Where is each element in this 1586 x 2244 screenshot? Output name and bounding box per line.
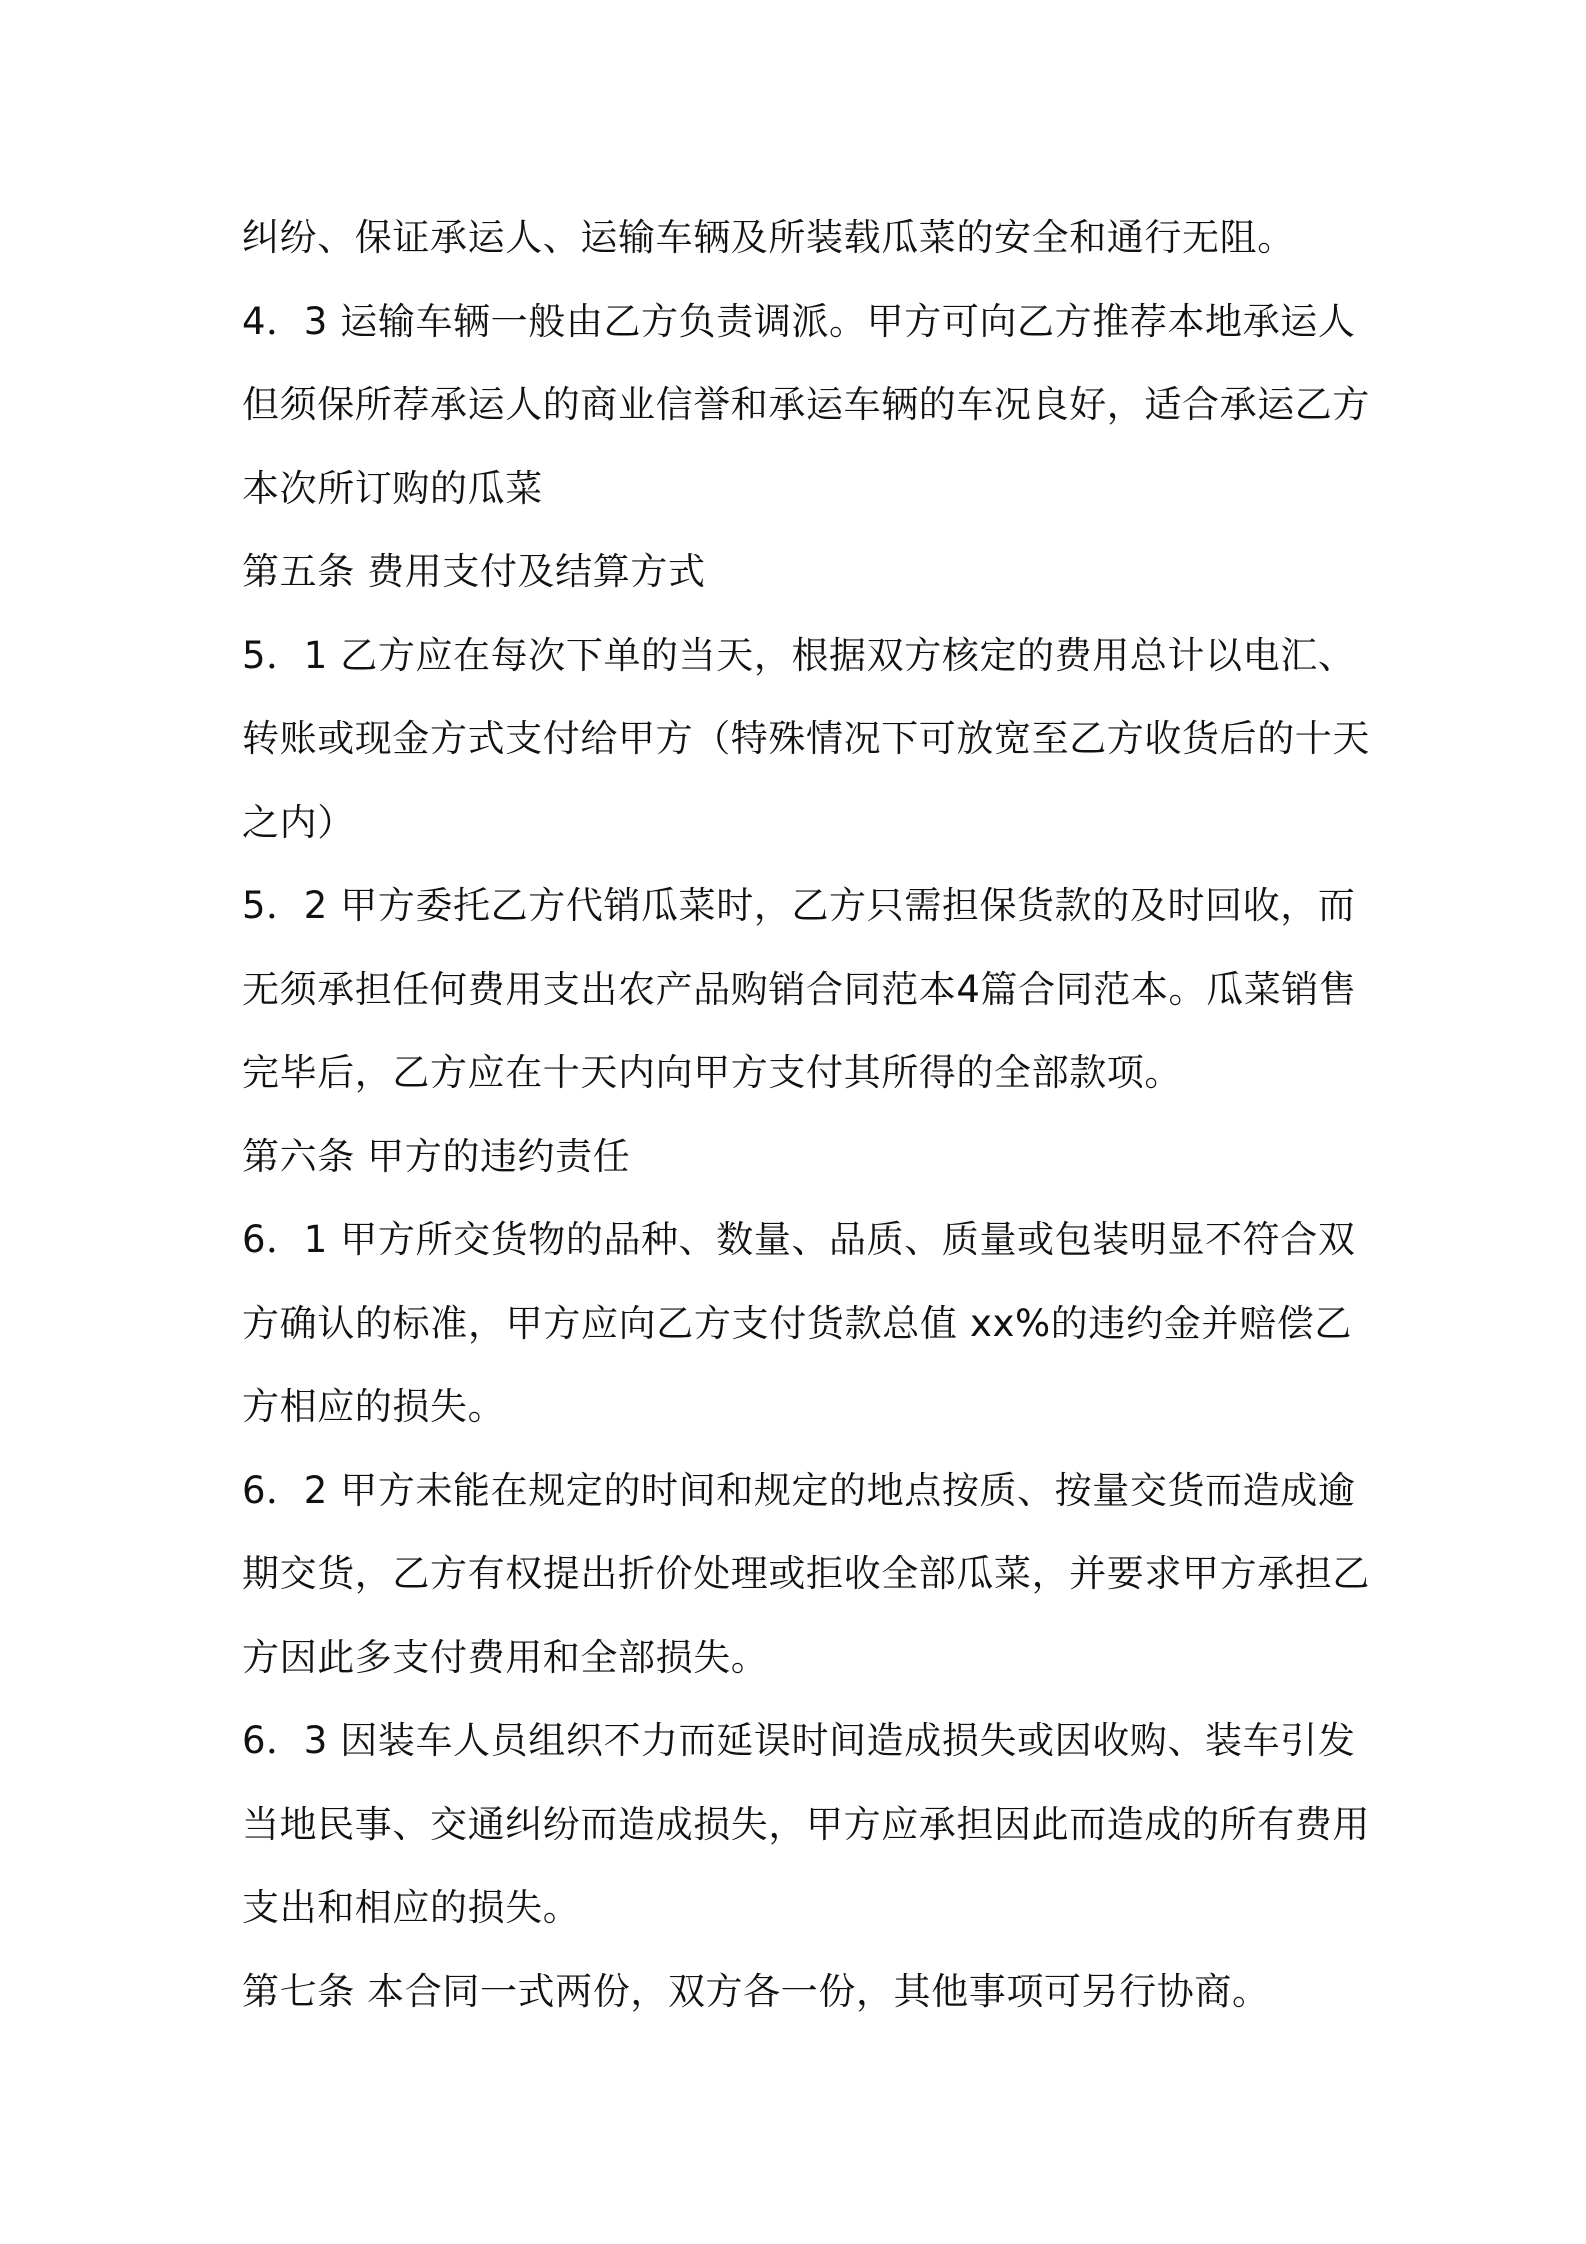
text-line: 支出和相应的损失。 (242, 1886, 581, 1929)
text-line: 方相应的损失。 (242, 1385, 506, 1428)
text-line: 无须承担任何费用支出农产品购销合同范本4篇合同范本。瓜菜销售 (242, 967, 1357, 1011)
text-line: 期交货，乙方有权提出折价处理或拒收全部瓜菜，并要求甲方承担乙 (242, 1552, 1370, 1595)
text-line: 6．1 甲方所交货物的品种、数量、品质、质量或包装明显不符合双 (242, 1218, 1356, 1261)
text-line: 4．3 运输车辆一般由乙方负责调派。甲方可向乙方推荐本地承运人 (242, 299, 1356, 343)
section-heading: 第七条 本合同一式两份，双方各一份，其他事项可另行协商。 (242, 1969, 1270, 2013)
document-body (242, 196, 1370, 2033)
text-line: 本次所订购的瓜菜 (242, 466, 543, 510)
text-line: 完毕后，乙方应在十天内向甲方支付其所得的全部款项。 (242, 1051, 1182, 1094)
text-line: 5．2 甲方委托乙方代销瓜菜时，乙方只需担保货款的及时回收，而 (242, 884, 1356, 927)
text-line: 6．3 因装车人员组织不力而延误时间造成损失或因收购、装车引发 (242, 1719, 1356, 1762)
text-line: 5．1 乙方应在每次下单的当天，根据双方核定的费用总计以电汇、 (242, 633, 1356, 677)
section-heading: 第六条 甲方的违约责任 (242, 1134, 631, 1178)
text-line: 6．2 甲方未能在规定的时间和规定的地点按质、按量交货而造成逾 (242, 1468, 1356, 1512)
text-line: 转账或现金方式支付给甲方（特殊情况下可放宽至乙方收货后的十天 (242, 717, 1370, 760)
text-line: 当地民事、交通纠纷而造成损失，甲方应承担因此而造成的所有费用 (242, 1802, 1370, 1846)
section-heading: 第五条 费用支付及结算方式 (242, 550, 706, 593)
text-line: 方因此多支付费用和全部损失。 (242, 1635, 769, 1679)
text-line: 但须保所荐承运人的商业信誉和承运车辆的车况良好，适合承运乙方 (242, 383, 1370, 426)
text-line: 方确认的标准，甲方应向乙方支付货款总值 xx%的违约金并赔偿乙 (242, 1301, 1352, 1345)
text-line: 之内） (242, 800, 355, 844)
text-line: 纠纷、保证承运人、运输车辆及所装载瓜菜的安全和通行无阻。 (242, 216, 1295, 259)
